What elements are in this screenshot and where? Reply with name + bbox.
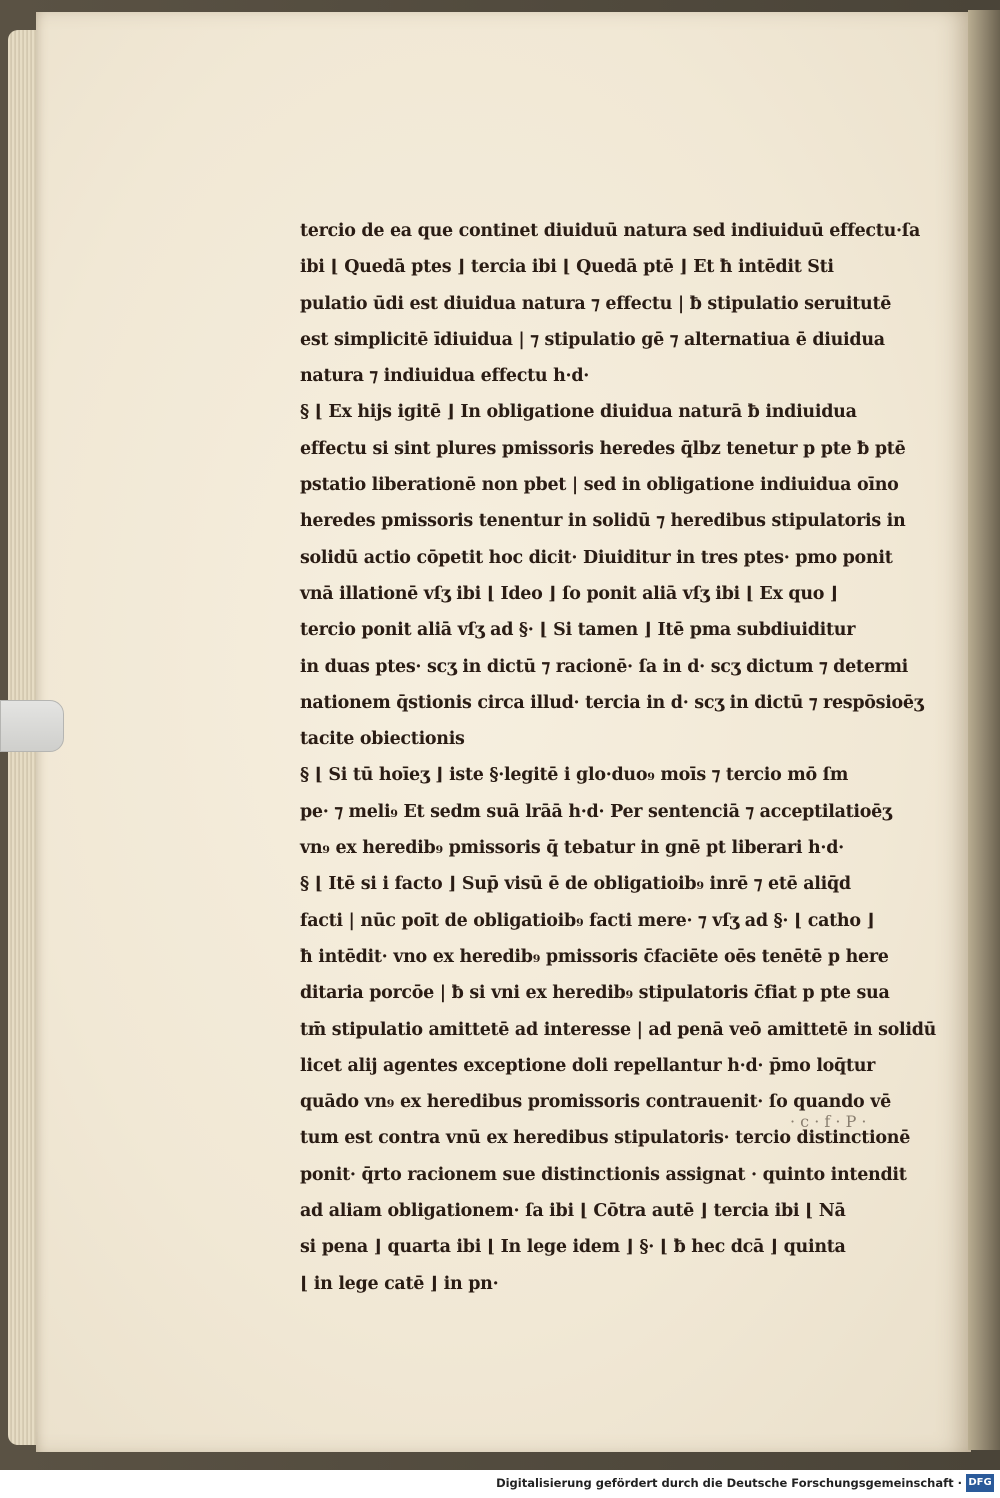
footer-credit: Digitalisierung gefördert durch die Deutsche Forschungsgemeinschaft ·	[496, 1476, 962, 1490]
text-line: § ⌊ Itē si i facto ⌋ Sup̄ visū ē de obligatioib₉ inrē ⁊ etē aliq̄d	[300, 874, 851, 895]
text-line: pstatio liberationē non pbet | sed in obligatione indiuidua oīno	[300, 475, 899, 496]
text-line: ponit· q̄rto racionem sue distinctionis assignat · quinto intendit	[300, 1164, 907, 1185]
text-line: facti | nūc poīt de obligatioib₉ facti mere· ⁊ vſʒ ad §· ⌊ catho ⌋	[300, 910, 875, 931]
text-line: tercio ponit aliā vſʒ ad §· ⌊ Si tamen ⌋ Itē pma subdiuiditur	[300, 620, 856, 641]
footer-bar	[0, 1470, 1000, 1498]
page-clip	[0, 700, 64, 752]
text-line: ⌊ in lege catē ⌋ in pn·	[300, 1273, 499, 1294]
text-line: ibi ⌊ Quedā ptes ⌋ tercia ibi ⌊ Quedā ptē ⌋ Et ħ intēdit Sti	[300, 257, 834, 278]
text-line: ditaria porcōe | ƀ si vni ex heredib₉ stipulatoris c̄fiat p pte sua	[300, 983, 890, 1004]
text-line: tacite obiectionis	[300, 729, 465, 750]
text-block	[300, 213, 937, 1302]
text-line: in duas ptes· scʒ in dictū ⁊ racionē· ſa in d· scʒ dictum ⁊ determi	[300, 656, 909, 677]
text-line: tm̄ stipulatio amittetē ad interesse | ad penā veō amittetē in solidū	[300, 1019, 937, 1040]
text-line: heredes pmissoris tenentur in solidū ⁊ heredibus stipulatoris in	[300, 511, 906, 532]
catchword: · c · f · P ·	[790, 1112, 867, 1131]
text-line: nationem q̄stionis circa illud· tercia in d· scʒ in dictū ⁊ respōsioēʒ	[300, 692, 924, 713]
text-line: vnā illationē vſʒ ibi ⌊ Ideo ⌋ ſo ponit aliā vſʒ ibi ⌊ Ex quo ⌋	[300, 583, 838, 604]
text-line: ħ intēdit· vno ex heredib₉ pmissoris c̄faciēte oēs tenētē p here	[300, 946, 889, 967]
text-line: tum est contra vnū ex heredibus stipulatoris· tercio distinctionē	[300, 1128, 911, 1149]
text-line: ad aliam obligationem· ſa ibi ⌊ Cōtra autē ⌋ tercia ibi ⌊ Nā	[300, 1201, 846, 1222]
text-line: licet alij agentes exceptione doli repellantur h·d· p̄mo loq̄tur	[300, 1055, 876, 1076]
text-line: § ⌊ Ex hijs igitē ⌋ In obligatione diuidua naturā ƀ indiuidua	[300, 402, 857, 423]
text-line: solidū actio cōpetit hoc dicit· Diuiditur in tres ptes· pmo ponit	[300, 547, 893, 568]
text-line: si pena ⌋ quarta ibi ⌊ In lege idem ⌋ §· ⌊ ƀ hec dcā ⌋ quinta	[300, 1237, 846, 1258]
text-line: est simplicitē īdiuidua | ⁊ stipulatio gē ⁊ alternatiua ē diuidua	[300, 329, 885, 350]
text-line: pulatio ūdi est diuidua natura ⁊ effectu | ƀ stipulatio seruitutē	[300, 293, 892, 314]
text-line: pe· ⁊ meli₉ Et sedm suā lrāā h·d· Per sentenciā ⁊ acceptilatioēʒ	[300, 801, 892, 822]
text-line: natura ⁊ indiuidua effectu h·d·	[300, 366, 590, 387]
text-line: § ⌊ Si tū hoīeʒ ⌋ iste §·legitē i glo·duo₉ moīs ⁊ tercio mō ſm	[300, 765, 849, 786]
text-line: vn₉ ex heredib₉ pmissoris q̄ tebatur in gnē pt liberari h·d·	[300, 838, 844, 859]
text-line: effectu si sint plures pmissoris heredes q̄lbz tenetur p pte ƀ ptē	[300, 438, 906, 459]
binding-edge	[968, 10, 1000, 1450]
text-line: quādo vn₉ ex heredibus promissoris contrauenit· ſo quando vē	[300, 1092, 891, 1113]
dfg-logo-icon: DFG	[966, 1474, 994, 1492]
text-line: tercio de ea que continet diuiduū natura sed indiuiduū effectu·ſa	[300, 221, 921, 241]
